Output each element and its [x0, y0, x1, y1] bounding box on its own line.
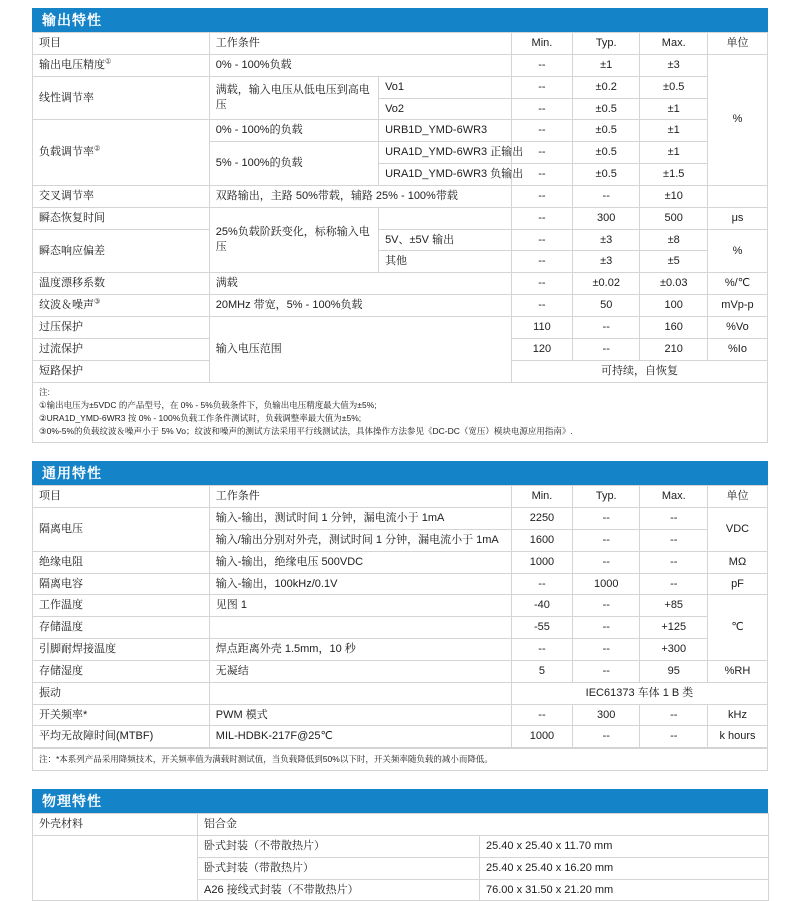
row-value-case-material: 铝合金: [198, 814, 769, 836]
cell-typ: --: [572, 639, 640, 661]
note-item-2: ②URA1D_YMD-6WR3 按 0% - 100%负载工作条件测试时，负载调整率最大值为±5%;: [39, 412, 362, 423]
row-condition: 输入-输出，测试时间 1 分钟，漏电流小于 1mA: [209, 508, 511, 530]
cell-min: -55: [511, 617, 572, 639]
cell-typ: --: [572, 529, 640, 551]
col-header-item: 项目: [33, 486, 210, 508]
col-header-max: Max.: [640, 486, 708, 508]
cell-max: ±1: [640, 120, 708, 142]
row-subcondition-empty: [379, 207, 512, 229]
row-label-text: 负载调节率: [39, 146, 94, 159]
cell-min: -40: [511, 595, 572, 617]
row-label-cross-regulation: 交叉调节率: [33, 185, 210, 207]
cell-min: --: [511, 704, 572, 726]
col-header-condition: 工作条件: [209, 486, 511, 508]
row-condition: 见图 1: [209, 595, 511, 617]
row-label-switching-frequency: 开关频率*: [33, 704, 210, 726]
row-label-transient-recovery-time: 瞬态恢复时间: [33, 207, 210, 229]
row-condition: 输入-输出，100kHz/0.1V: [209, 573, 511, 595]
section-physical-characteristics: [32, 789, 768, 901]
cell-typ: 50: [572, 295, 640, 317]
cell-max: +125: [640, 617, 708, 639]
table-row: [33, 617, 768, 639]
footnote-marker-3: ③: [94, 298, 101, 306]
row-label-mtbf: 平均无故障时间(MTBF): [33, 726, 210, 748]
cell-min: --: [511, 639, 572, 661]
row-label-overcurrent-protection: 过流保护: [33, 338, 210, 360]
row-condition: 5% - 100%的负载: [209, 142, 378, 186]
table-row: [33, 76, 768, 98]
cell-typ: ±0.02: [572, 273, 640, 295]
cell-min: 2250: [511, 508, 572, 530]
cell-typ: ±3: [572, 229, 640, 251]
table-row: [33, 551, 768, 573]
row-subcondition-ura1d-neg: URA1D_YMD-6WR3 负输出: [379, 164, 512, 186]
cell-typ: --: [572, 660, 640, 682]
row-condition: 0% - 100%负载: [209, 54, 511, 76]
col-header-typ: Typ.: [572, 33, 640, 55]
row-condition: 0% - 100%的负载: [209, 120, 378, 142]
row-package-type: A26 接线式封装（不带散热片）: [198, 879, 480, 901]
cell-min: --: [511, 573, 572, 595]
cell-max: --: [640, 573, 708, 595]
cell-min: --: [511, 207, 572, 229]
cell-max: +85: [640, 595, 708, 617]
cell-typ: --: [572, 316, 640, 338]
row-label-storage-humidity: 存储湿度: [33, 660, 210, 682]
table-row: [33, 682, 768, 704]
table-row: [33, 120, 768, 142]
cell-typ: ±0.5: [572, 120, 640, 142]
row-label-isolation-capacitance: 隔离电容: [33, 573, 210, 595]
cell-min: --: [511, 54, 572, 76]
cell-max: ±5: [640, 251, 708, 273]
row-subcondition-other: 其他: [379, 251, 512, 273]
cell-typ: --: [572, 726, 640, 748]
row-condition: 满载: [209, 273, 511, 295]
cell-max: 95: [640, 660, 708, 682]
cell-unit-khz: kHz: [707, 704, 767, 726]
cell-typ: ±0.2: [572, 76, 640, 98]
cell-typ: --: [572, 185, 640, 207]
row-condition: [209, 617, 511, 639]
col-header-unit: 单位: [707, 486, 767, 508]
row-condition: MIL-HDBK-217F@25℃: [209, 726, 511, 748]
cell-unit-khours: k hours: [707, 726, 767, 748]
cell-max: --: [640, 551, 708, 573]
cell-min: --: [511, 98, 572, 120]
table-row: [33, 185, 768, 207]
row-subcondition-5v: 5V、±5V 输出: [379, 229, 512, 251]
cell-unit-percent-per-c: %/℃: [707, 273, 767, 295]
section-title-general: 通用特性: [32, 461, 768, 485]
table-row: [33, 726, 768, 748]
output-notes-block: [32, 383, 768, 444]
cell-typ: ±0.5: [572, 98, 640, 120]
row-label-temperature-drift: 温度漂移系数: [33, 273, 210, 295]
cell-min: --: [511, 251, 572, 273]
notes-label: 注:: [39, 386, 50, 397]
cell-unit-empty: [707, 185, 767, 207]
cell-max: ±1.5: [640, 164, 708, 186]
cell-max: 100: [640, 295, 708, 317]
note-item-3: ③0%-5%的负载纹波＆噪声小于 5% Vo；纹波和噪声的测试方法采用平行线测试法，具体操作方法参见《DC-DC（宽压）模块电源应用指南》.: [39, 426, 573, 437]
row-package-type: 卧式封装（不带散热片）: [198, 835, 480, 857]
cell-typ: --: [572, 338, 640, 360]
cell-unit-us: μs: [707, 207, 767, 229]
table-row: [33, 704, 768, 726]
section-output-characteristics: [32, 8, 768, 443]
col-header-typ: Typ.: [572, 486, 640, 508]
table-header-row: [33, 486, 768, 508]
row-label-operating-temperature: 工作温度: [33, 595, 210, 617]
cell-min: --: [511, 273, 572, 295]
section-spacer-2: [0, 771, 800, 789]
table-row: [33, 508, 768, 530]
cell-min: --: [511, 295, 572, 317]
row-label-overvoltage-protection: 过压保护: [33, 316, 210, 338]
table-row: [33, 295, 768, 317]
table-row: [33, 595, 768, 617]
row-condition: 输入-输出，绝缘电压 500VDC: [209, 551, 511, 573]
cell-unit-mvpp: mVp-p: [707, 295, 767, 317]
cell-typ: ±3: [572, 251, 640, 273]
row-condition: 双路输出，主路 50%带载，辅路 25% - 100%带载: [209, 185, 511, 207]
row-label-line-regulation: 线性调节率: [33, 76, 210, 120]
row-dimension-value: 25.40 x 25.40 x 11.70 mm: [480, 835, 769, 857]
cell-max: ±0.03: [640, 273, 708, 295]
row-condition: 输入/输出分别对外壳，测试时间 1 分钟，漏电流小于 1mA: [209, 529, 511, 551]
cell-max: +300: [640, 639, 708, 661]
cell-min: --: [511, 142, 572, 164]
cell-typ: ±1: [572, 54, 640, 76]
row-package-type: 卧式封装（带散热片）: [198, 857, 480, 879]
section-title-physical: 物理特性: [32, 789, 768, 813]
cell-min: 120: [511, 338, 572, 360]
row-label-load-regulation: [33, 120, 210, 186]
row-subcondition-vo1: Vo1: [379, 76, 512, 98]
row-label-ripple-noise: [33, 295, 210, 317]
cell-typ: --: [572, 595, 640, 617]
cell-max: --: [640, 529, 708, 551]
cell-max: --: [640, 508, 708, 530]
section-title-output: 输出特性: [32, 8, 768, 32]
row-label-isolation-voltage: 隔离电压: [33, 508, 210, 552]
section-general-characteristics: [32, 461, 768, 771]
cell-max: 160: [640, 316, 708, 338]
col-header-max: Max.: [640, 33, 708, 55]
cell-unit-percent-vo: %Vo: [707, 316, 767, 338]
col-header-condition: 工作条件: [209, 33, 511, 55]
row-dimension-value: 25.40 x 25.40 x 16.20 mm: [480, 857, 769, 879]
general-note: 注：*本系列产品采用降频技术，开关频率值为满载时测试值，当负载降低到50%以下时，开关频率随负载的减小而降低。: [32, 748, 768, 771]
table-row: [33, 316, 768, 338]
row-label-vibration: 振动: [33, 682, 210, 704]
table-row: [33, 229, 768, 251]
cell-min: 1000: [511, 551, 572, 573]
cell-unit-rh: %RH: [707, 660, 767, 682]
footnote-marker-2: ②: [94, 145, 101, 153]
table-row: [33, 273, 768, 295]
row-label-output-voltage-accuracy: [33, 54, 210, 76]
cell-max: ±1: [640, 98, 708, 120]
table-row: [33, 660, 768, 682]
footnote-marker-1: ①: [105, 58, 112, 66]
row-condition: 焊点距离外壳 1.5mm，10 秒: [209, 639, 511, 661]
row-condition: 25%负载阶跃变化，标称输入电压: [209, 207, 378, 273]
row-subcondition-urb1d: URB1D_YMD-6WR3: [379, 120, 512, 142]
row-label-case-material: 外壳材料: [33, 814, 198, 836]
row-label-transient-response-deviation: 瞬态响应偏差: [33, 229, 210, 273]
cell-unit-mohm: MΩ: [707, 551, 767, 573]
table-row: [33, 639, 768, 661]
table-row: [33, 54, 768, 76]
cell-vibration-value: IEC61373 车体 1 B 类: [511, 682, 767, 704]
row-condition: 20MHz 带宽，5% - 100%负载: [209, 295, 511, 317]
row-subcondition-vo2: Vo2: [379, 98, 512, 120]
output-characteristics-table: [32, 32, 768, 383]
row-label-insulation-resistance: 绝缘电阻: [33, 551, 210, 573]
cell-max: ±10: [640, 185, 708, 207]
cell-typ: 300: [572, 704, 640, 726]
cell-min: 1000: [511, 726, 572, 748]
cell-max: 210: [640, 338, 708, 360]
top-spacer: [0, 0, 800, 8]
cell-min: --: [511, 229, 572, 251]
row-condition: [209, 682, 511, 704]
row-label-text: 纹波＆噪声: [39, 299, 94, 312]
cell-unit-percent-2: %: [707, 229, 767, 273]
cell-unit-percent: %: [707, 54, 767, 185]
table-header-row: [33, 33, 768, 55]
row-condition-input-voltage-range: 输入电压范围: [209, 316, 511, 382]
cell-min: 1600: [511, 529, 572, 551]
cell-unit-pf: pF: [707, 573, 767, 595]
col-header-unit: 单位: [707, 33, 767, 55]
cell-unit-vdc: VDC: [707, 508, 767, 552]
cell-max: --: [640, 704, 708, 726]
cell-min: 110: [511, 316, 572, 338]
row-condition: 无凝结: [209, 660, 511, 682]
cell-min: --: [511, 164, 572, 186]
cell-min: --: [511, 76, 572, 98]
row-condition: 满载，输入电压从低电压到高电压: [209, 76, 378, 120]
physical-characteristics-table: [32, 813, 769, 901]
row-label-lead-solder-temperature: 引脚耐焊接温度: [33, 639, 210, 661]
col-header-item: 项目: [33, 33, 210, 55]
row-label-text: 输出电压精度: [39, 58, 105, 71]
cell-typ: ±0.5: [572, 142, 640, 164]
table-row: [33, 207, 768, 229]
cell-max: --: [640, 726, 708, 748]
cell-unit-percent-io: %Io: [707, 338, 767, 360]
cell-typ: --: [572, 551, 640, 573]
cell-typ: 300: [572, 207, 640, 229]
cell-max: ±8: [640, 229, 708, 251]
row-subcondition-ura1d-pos: URA1D_YMD-6WR3 正输出: [379, 142, 512, 164]
cell-min: --: [511, 185, 572, 207]
row-label-storage-temperature: 存储温度: [33, 617, 210, 639]
cell-typ: ±0.5: [572, 164, 640, 186]
cell-typ: --: [572, 617, 640, 639]
table-row: [33, 814, 769, 836]
cell-typ: --: [572, 508, 640, 530]
general-characteristics-table: [32, 485, 768, 748]
cell-max: 500: [640, 207, 708, 229]
row-condition: PWM 模式: [209, 704, 511, 726]
table-row: [33, 573, 768, 595]
cell-unit-celsius: ℃: [707, 595, 767, 661]
cell-min: --: [511, 120, 572, 142]
cell-typ: 1000: [572, 573, 640, 595]
cell-max: ±3: [640, 54, 708, 76]
row-dimension-value: 76.00 x 31.50 x 21.20 mm: [480, 879, 769, 901]
col-header-min: Min.: [511, 33, 572, 55]
row-label-short-circuit-protection: 短路保护: [33, 360, 210, 382]
cell-short-circuit-value: 可持续，自恢复: [511, 360, 767, 382]
section-spacer-1: [0, 443, 800, 461]
cell-min: 5: [511, 660, 572, 682]
row-label-dimensions: [33, 835, 198, 901]
table-row: [33, 835, 769, 857]
col-header-min: Min.: [511, 486, 572, 508]
cell-max: ±1: [640, 142, 708, 164]
note-item-1: ①输出电压为±5VDC 的产品型号，在 0% - 5%负载条件下，负输出电压精度最大值为±5%;: [39, 399, 377, 410]
cell-max: ±0.5: [640, 76, 708, 98]
